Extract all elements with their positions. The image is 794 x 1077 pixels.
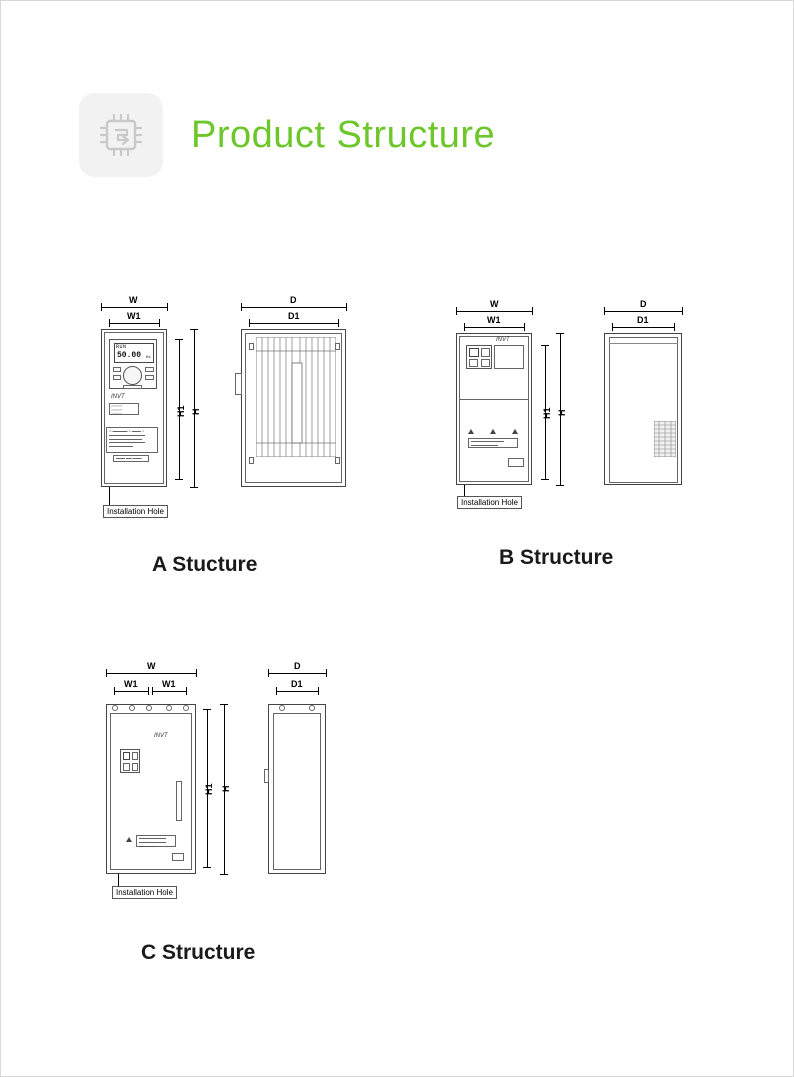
mounting-hole [146,705,152,711]
keypad-button [481,359,490,367]
leader-line [109,487,110,507]
side-strip [176,781,182,821]
dim-label-h: H [221,785,231,792]
warning-triangle-icon [126,837,132,842]
brand-label: INVT [111,394,125,400]
dim-label-w: W [129,295,138,305]
keypad-value: 50.00 [117,351,142,360]
chip-icon [79,93,163,177]
panel-split-line [459,399,529,400]
dim-tick [203,709,211,710]
dim-tick [524,323,525,331]
dim-label-w1: W1 [487,315,501,325]
side-fastener [249,343,254,350]
figure-a-structure [91,297,371,527]
dim-tick [106,669,107,677]
dim-tick [241,303,242,311]
dim-tick [268,669,269,677]
keypad-display [114,343,154,363]
brand-label: INVT [154,733,168,739]
dim-tick [556,485,564,486]
dim-tick [159,319,160,327]
keypad-unit: Hz [146,356,151,360]
dim-tick [541,479,549,480]
figure-c-structure [96,661,356,896]
dim-line-d [268,673,326,674]
dim-label-w: W [147,661,156,671]
dim-label-d1: D1 [288,311,300,321]
warning-text: ▬▬▬▬▬▬▬▬▬ ▬▬▬▬▬▬▬▬▬ ▬▬▬▬▬▬ [139,837,166,848]
heatsink-fins [256,337,336,457]
keypad-button [469,359,478,367]
dim-tick [220,704,228,705]
keypad [109,339,157,389]
warning-text: ▬▬▬▬▬▬▬▬▬▬▬ ▬▬▬▬▬▬▬▬▬ [471,440,504,447]
warning-triangle-icon [468,429,474,434]
side-edge-line [609,343,678,344]
dim-tick [604,307,605,315]
dim-tick [203,867,211,868]
terminal-cover [172,853,184,861]
dim-line-w1 [109,323,159,324]
warning-label [136,835,176,847]
keypad-button [113,367,121,372]
mounting-hole [183,705,189,711]
keypad-display [469,348,479,357]
mounting-hole [129,705,135,711]
dim-tick [612,323,613,331]
dim-line-w [456,311,532,312]
page-header [79,93,495,177]
dim-tick [249,319,250,327]
dim-tick [318,687,319,695]
brand-label: INVT [496,337,510,343]
warning-triangle-icon [490,429,496,434]
warning-label [106,427,158,453]
dim-line-w1-left [114,691,148,692]
dim-tick [682,307,683,315]
mounting-hole [279,705,285,711]
dim-line-w [101,307,167,308]
dim-tick [326,669,327,677]
dim-label-w1: W1 [127,311,141,321]
dim-tick [148,687,149,695]
dim-tick [167,303,168,311]
dim-tick [456,307,457,315]
keypad-display [123,752,130,760]
installation-hole-label: Installation Hole [112,886,177,899]
warning-triangle-icon [512,429,518,434]
keypad-knob [123,366,142,385]
drive-side-panel [273,713,321,870]
dim-tick [276,687,277,695]
dim-tick [190,487,198,488]
dim-line-w1 [464,327,524,328]
dim-line-w [106,673,196,674]
keypad-button [123,385,142,389]
dim-label-w1-right: W1 [162,679,176,689]
keypad-bezel [494,345,524,369]
dim-label-h: H [557,409,567,416]
dim-tick [220,874,228,875]
dim-line-d1 [612,327,674,328]
nameplate-text: ▭▭▭▭ ▭▭▭▭ ▭▭▭▭ [111,405,123,416]
dim-tick [196,669,197,677]
dim-label-h: H [191,408,201,415]
dim-tick [556,333,564,334]
mounting-hole [112,705,118,711]
mount-tab [235,373,242,395]
dim-label-w1-left: W1 [124,679,138,689]
warning-label-secondary [113,455,149,462]
warning-label [468,438,518,448]
dim-tick [464,323,465,331]
dim-line-w1-right [152,691,186,692]
page-title: Product Structure [191,113,496,156]
mount-tab [264,769,269,783]
dim-tick [114,687,115,695]
figure-c-caption: C Structure [141,941,256,964]
dim-tick [338,319,339,327]
keypad-button [123,763,130,771]
drive-side-panel [609,337,678,483]
installation-hole-label: Installation Hole [103,505,168,518]
dim-label-h1: H1 [176,405,186,417]
side-fastener [335,343,340,350]
warning-text-secondary: ▬▬▬ ▬▬ ▬▬▬ [116,457,142,460]
installation-hole-label: Installation Hole [457,496,522,509]
dim-tick [175,479,183,480]
dim-tick [101,303,102,311]
nameplate [109,403,139,415]
figure-b-structure [446,301,696,516]
dim-label-d: D [640,299,647,309]
dim-tick [541,345,549,346]
dim-label-h1: H1 [542,407,552,419]
dim-tick [175,339,183,340]
figure-b-caption: B Structure [499,546,614,569]
warning-text: ⚠ ▬▬▬▬▬ ⚠ ▬▬▬ ⚠ ▬▬▬▬▬▬▬▬▬▬▬▬ ▬▬▬▬▬▬▬▬▬▬▬ ▬▬▬▬▬▬▬▬▬▬▬▬ ▬▬▬▬▬▬▬▬ [109,430,145,448]
keypad-button [145,375,154,380]
dim-label-d1: D1 [637,315,649,325]
dim-tick [532,307,533,315]
dim-label-h1: H1 [204,783,214,795]
keypad [120,749,140,773]
mounting-hole [166,705,172,711]
keypad-button [132,763,138,771]
dim-tick [190,329,198,330]
dim-line-d1 [276,691,318,692]
keypad-button [481,348,490,357]
dim-tick [186,687,187,695]
dim-tick [109,319,110,327]
keypad-button [113,375,121,380]
dim-tick [152,687,153,695]
keypad-button [145,367,154,372]
dim-line-d [604,311,682,312]
dim-tick [674,323,675,331]
vent-grid [654,421,676,457]
dim-label-d: D [290,295,297,305]
keypad-button [132,752,138,760]
figure-a-caption: A Stucture [152,553,258,576]
side-fastener [249,457,254,464]
keypad [466,345,492,369]
dim-label-d: D [294,661,301,671]
side-fastener [335,457,340,464]
dim-label-d1: D1 [291,679,303,689]
dim-line-d [241,307,346,308]
dim-line-d1 [249,323,338,324]
keypad-status: RUN [116,344,127,350]
dim-tick [346,303,347,311]
mounting-hole [309,705,315,711]
dim-label-w: W [490,299,499,309]
terminal-cover [508,458,524,467]
